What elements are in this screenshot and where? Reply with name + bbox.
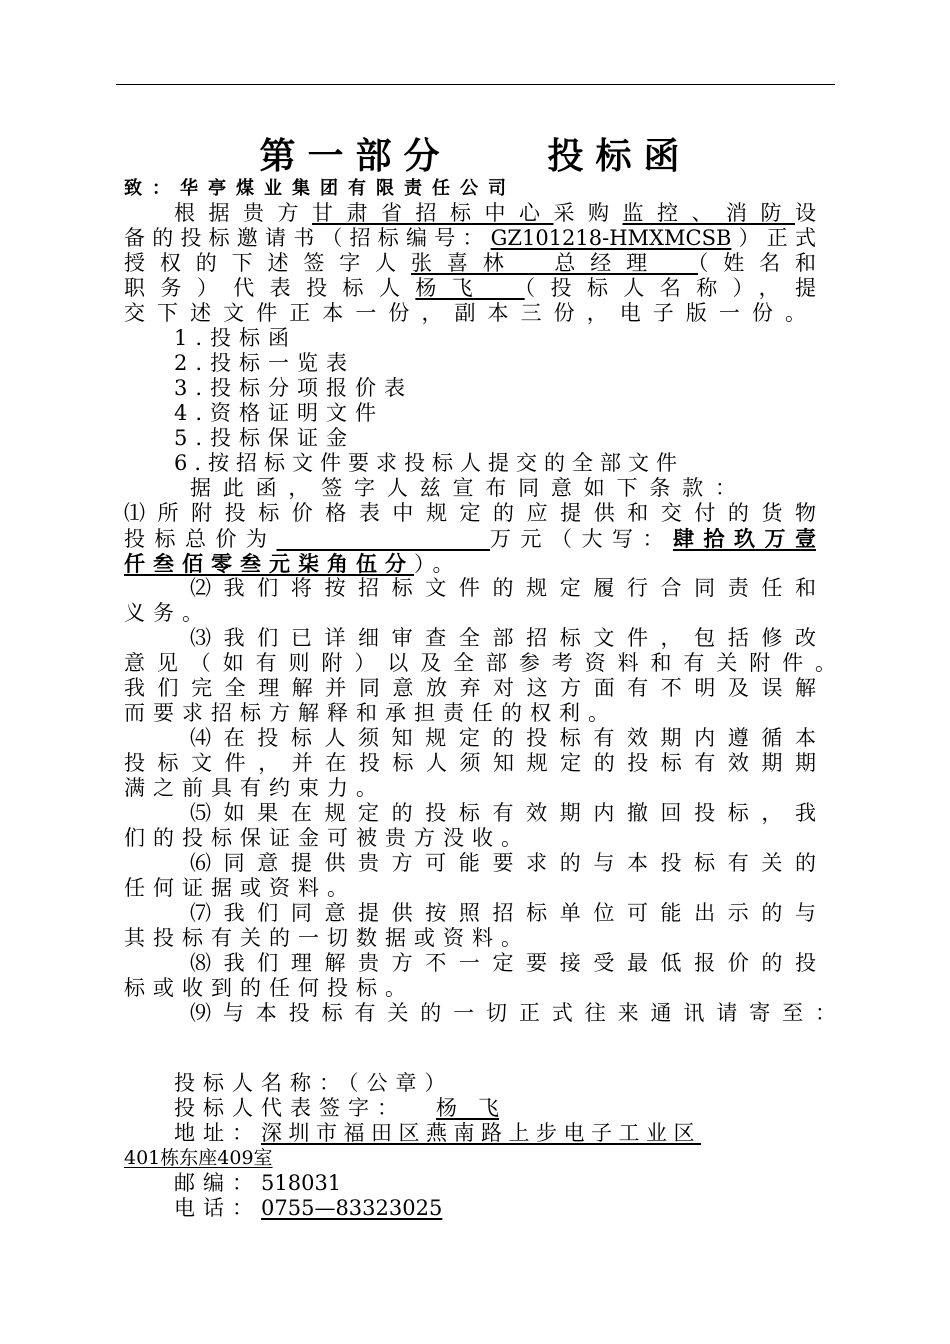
clause-4-line-3: 满之前具有约束力。	[124, 776, 385, 800]
intro-line-3	[124, 251, 816, 276]
address-row-2	[124, 1146, 273, 1171]
clause-7-line-1: ⑺我们同意提供按照招标单位可能出示的与	[190, 901, 816, 925]
document-list-item: 4.资格证明文件	[174, 401, 385, 425]
signature-label: 投标人代表签字：	[174, 1096, 406, 1120]
intro-text: 根据贵方	[174, 201, 312, 225]
clause-2-line-1: ⑵我们将按招标文件的规定履行合同责任和	[190, 576, 816, 600]
clause-5-line-2: 们的投标保证金可被贵方没收。	[124, 826, 530, 850]
bid-total-blank	[277, 527, 491, 551]
representative-signature-row	[174, 1096, 552, 1121]
bid-amount-words: 仟叁佰零叁元柒角伍分	[124, 551, 414, 576]
header-rule	[116, 84, 835, 85]
clause-text: 万元（大写：	[490, 527, 673, 551]
clause-8-line-2: 标或收到的任何投标。	[124, 976, 414, 1000]
document-list-item: 5.投标保证金	[174, 426, 356, 450]
clause-3-line-4: 而要求招标方解释和承担责任的权利。	[124, 701, 617, 725]
bid-amount-words: 肆拾玖万壹	[673, 526, 816, 551]
intro-line-1	[174, 201, 816, 226]
intro-line-5: 交下述文件正本一份，副本三份，电子版一份。	[124, 301, 806, 325]
document-list-item: 6.按招标文件要求投标人提交的全部文件	[174, 451, 685, 475]
clause-1-line-3	[124, 551, 462, 576]
zip-row	[174, 1171, 341, 1196]
procurement-item: 监控、消防	[622, 201, 795, 225]
page-title: 第一部分 投标函	[259, 135, 692, 177]
clause-4-line-1: ⑷在投标人须知规定的投标有效期内遵循本	[190, 726, 816, 750]
clause-6-line-1: ⑹同意提供贵方可能要求的与本投标有关的	[190, 851, 816, 875]
clause-3-line-1: ⑶我们已详细审查全部招标文件，包括修改	[190, 626, 816, 650]
intro-text: （投标人名称），提	[524, 276, 817, 300]
clause-3-line-2: 意见（如有则附）以及全部参考资料和有关附件。	[124, 651, 836, 675]
declaration: 据此函，签字人兹宣布同意如下条款：	[190, 476, 736, 500]
document-list-item: 1.投标函	[174, 326, 298, 350]
agency-name: 甘肃省招标中心	[312, 201, 554, 225]
document-list-item: 3.投标分项报价表	[174, 376, 414, 400]
phone-value: 0755—83323025	[261, 1196, 443, 1220]
intro-text: 职务）代表投标人	[124, 276, 416, 300]
clause-3-line-3: 我们完全理解并同意放弃对这方面有不明及误解	[124, 676, 816, 700]
clause-text: ）。	[414, 552, 462, 576]
clause-1-line-1: ⑴所附投标价格表中规定的应提供和交付的货物	[124, 501, 816, 525]
addressee: 致：华亭煤业集团有限责任公司	[124, 178, 516, 199]
bid-number: GZ101218-HMXMCSB	[490, 226, 732, 250]
document-list-item: 2.投标一览表	[174, 351, 356, 375]
clause-1-line-2	[124, 526, 816, 551]
representative-name: 杨飞	[415, 276, 525, 300]
intro-text: 设	[795, 201, 816, 225]
signer-name: 张喜林 总经理	[410, 251, 698, 275]
intro-text: （姓名和	[697, 251, 817, 275]
intro-line-2	[124, 226, 816, 251]
intro-line-4	[124, 276, 816, 301]
clause-text: 投标总价为	[124, 527, 277, 551]
clause-9-line-1: ⑼与本投标有关的一切正式往来通讯请寄至：	[190, 1001, 836, 1025]
bidder-name-label: 投标人名称：（公章）	[174, 1071, 454, 1095]
address-value: 深圳市福田区燕南路上步电子工业区	[261, 1121, 701, 1145]
clause-8-line-1: ⑻我们理解贵方不一定要接受最低报价的投	[190, 951, 816, 975]
clause-5-line-1: ⑸如果在规定的投标有效期内撤回投标，我	[190, 801, 816, 825]
address-value: 401栋东座409室	[124, 1147, 273, 1169]
phone-label: 电话：	[174, 1196, 261, 1220]
intro-text: 授权的下述签字人	[124, 251, 411, 275]
clause-2-line-2: 义务。	[124, 601, 211, 625]
clause-6-line-2: 任何证据或资料。	[124, 876, 356, 900]
clause-7-line-2: 其投标有关的一切数据或资料。	[124, 926, 530, 950]
zip-value: 518031	[261, 1171, 342, 1195]
intro-text: 采购	[553, 201, 623, 225]
address-label: 地址：	[174, 1121, 261, 1145]
zip-label: 邮编：	[174, 1171, 261, 1195]
phone-row	[174, 1196, 443, 1221]
clause-4-line-2: 投标文件，并在投标人须知规定的投标有效期期	[124, 751, 816, 775]
intro-text: ）正式	[731, 226, 817, 250]
signature-value: 杨 飞	[436, 1096, 499, 1120]
address-row	[174, 1121, 701, 1146]
intro-text: 备的投标邀请书（招标编号：	[124, 226, 491, 250]
